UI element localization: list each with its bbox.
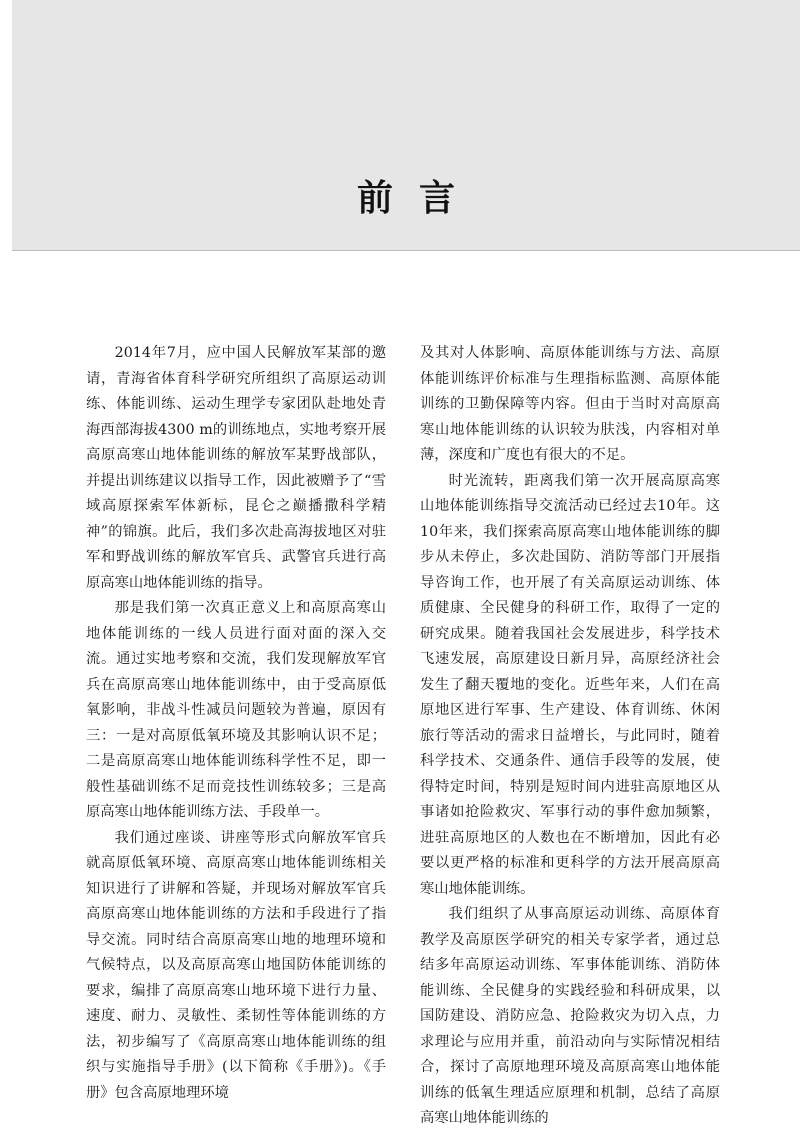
paragraph: 那是我们第一次真正意义上和高原高寒山地体能训练的一线人员进行面对面的深入交流。通过实地考察和交流，我们发现解放军官兵在高原高寒山地体能训练中，由于受高原低氧影响，非战斗性减员问题较为普遍，原因有三：一是对高原低氧环境及其影响认识不足；二是高原高寒山地体能训练科学性不足，即一般性基础训练不足而竞技性训练较多；三是高原高寒山地体能训练方法、手段单一。 (86, 600, 386, 820)
text-column-left (86, 341, 386, 1106)
paragraph: 我们组织了从事高原运动训练、高原体育教学及高原医学研究的相关专家学者，通过总结多年高原运动训练、军事体能训练、消防体能训练、全民健身的实践经验和科研成果，以国防建设、消防应急、抢险救灾为切入点，力求理论与应用并重，前沿动向与实际情况相结合，探讨了高原地理环境及高原高寒山地体能训练的低氧生理适应原理和机制，总结了高原高寒山地体能训练的 (420, 906, 720, 1126)
paragraph-continued: 及其对人体影响、高原体能训练与方法、高原体能训练评价标准与生理指标监测、高原体能训练的卫勤保障等内容。但由于当时对高原高寒山地体能训练的认识较为肤浅，内容相对单薄，深度和广度也有很大的不足。 (420, 345, 720, 463)
text-column-right (420, 341, 720, 1132)
paragraph: 时光流转，距离我们第一次开展高原高寒山地体能训练指导交流活动已经过去10年。这10年来，我们探索高原高寒山地体能训练的脚步从未停止，多次赴国防、消防等部门开展指导咨询工作，也开展了有关高原运动训练、体质健康、全民健身的科研工作，取得了一定的研究成果。随着我国社会发展进步，科学技术飞速发展，高原建设日新月异，高原经济社会发生了翻天覆地的变化。近些年来，人们在高原地区进行军事、生产建设、体育训练、休闲旅行等活动的需求日益增长，与此同时，随着科学技术、交通条件、通信手段等的发展，使得特定时间，特别是短时间内进驻高原地区从事诸如抢险救灾、军事行动的事件愈加频繁，进驻高原地区的人数也在不断增加，因此有必要以更严格的标准和更科学的方法开展高原高寒山地体能训练。 (420, 472, 720, 897)
chapter-header-band (12, 0, 800, 251)
paragraph: 2014年7月，应中国人民解放军某部的邀请，青海省体育科学研究所组织了高原运动训练、体能训练、运动生理学专家团队赴地处青海西部海拔4300 m的训练地点，实地考察开展高原高寒山地体能训练的解放军某野战部队，并提出训练建议以指导工作，因此被赠予了“雪域高原探索军体新标，昆仑之巅播撒科学精神”的锦旗。此后，我们多次赴高海拔地区对驻军和野战训练的解放军官兵、武警官兵进行高原高寒山地体能训练的指导。 (86, 345, 386, 591)
paragraph: 我们通过座谈、讲座等形式向解放军官兵就高原低氧环境、高原高寒山地体能训练相关知识进行了讲解和答疑，并现场对解放军官兵高原高寒山地体能训练的方法和手段进行了指导交流。同时结合高原高寒山地的地理环境和气候特点，以及高原高寒山地国防体能训练的要求，编排了高原高寒山地环境下进行力量、速度、耐力、灵敏性、柔韧性等体能训练的方法，初步编写了《高原高寒山地体能训练的组织与实施指导手册》(以下简称《手册》)。《手册》包含高原地理环境 (86, 829, 386, 1101)
page-title: 前言 (356, 178, 481, 219)
